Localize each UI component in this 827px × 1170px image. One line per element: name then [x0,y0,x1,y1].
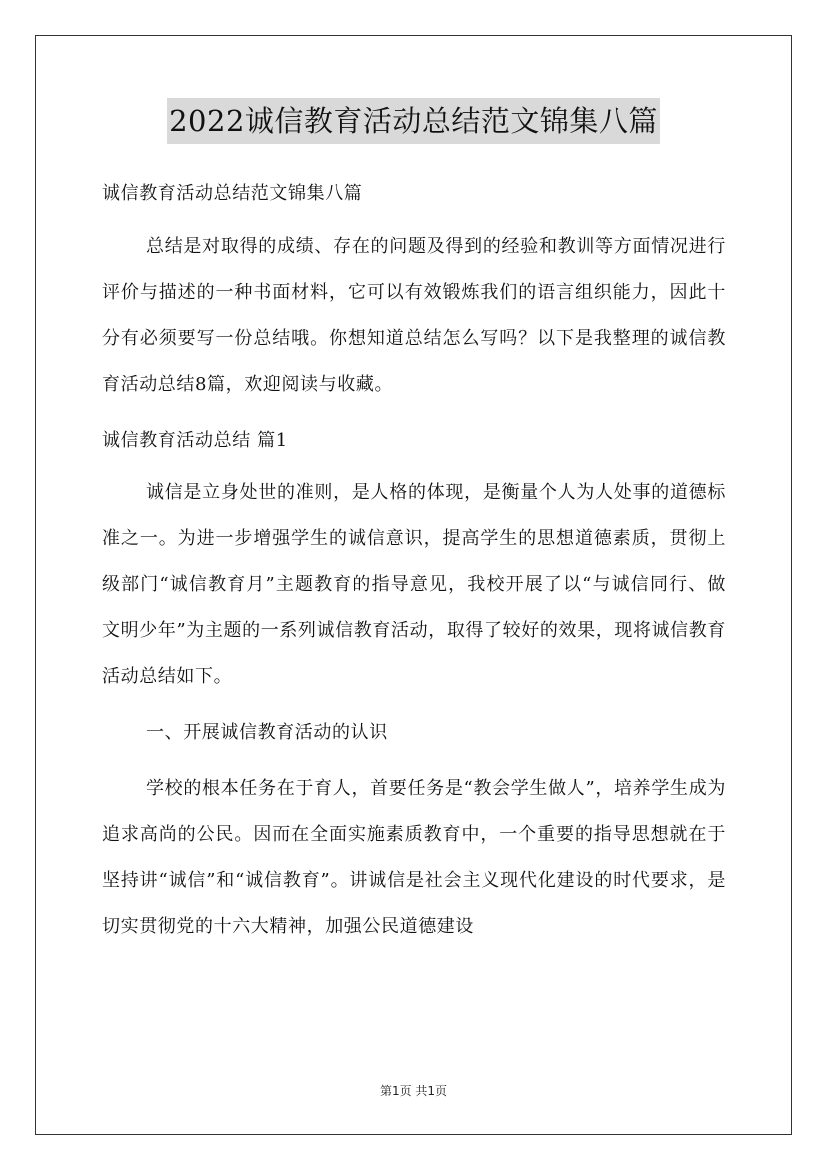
subheading-1: 一、开展诚信教育活动的认识 [146,722,388,743]
title-container [0,98,827,144]
document-subtitle: 诚信教育活动总结范文锦集八篇 [102,183,363,204]
page-footer: 第1页 共1页 [379,1084,448,1098]
document-title: 2022诚信教育活动总结范文锦集八篇 [167,98,660,144]
body-paragraph-1: 诚信是立身处世的准则，是人格的体现，是衡量个人为人处事的道德标准之一。为进一步增强学生的诚信意识，提高学生的思想道德素质，贯彻上级部门“诚信教育月”主题教育的指导意见，我校开展了以“与诚信同行、做文明少年”为主题的一系列诚信教育活动，取得了较好的效果，现将诚信教育活动总结如下。 [102,482,726,687]
document-body [102,171,726,950]
section-heading: 诚信教育活动总结 篇1 [102,430,288,451]
body-paragraph-2: 学校的根本任务在于育人，首要任务是“教会学生做人”，培养学生成为追求高尚的公民。因而在全面实施素质教育中，一个重要的指导思想就在于坚持讲“诚信”和“诚信教育”。讲诚信是社会主义现代化建设的时代要求，是切实贯彻党的十六大精神，加强公民道德建设 [102,778,726,937]
intro-paragraph: 总结是对取得的成绩、存在的问题及得到的经验和教训等方面情况进行评价与描述的一种书面材料，它可以有效锻炼我们的语言组织能力，因此十分有必须要写一份总结哦。你想知道总结怎么写吗？以下是我整理的诚信教育活动总结8篇，欢迎阅读与收藏。 [102,236,726,395]
